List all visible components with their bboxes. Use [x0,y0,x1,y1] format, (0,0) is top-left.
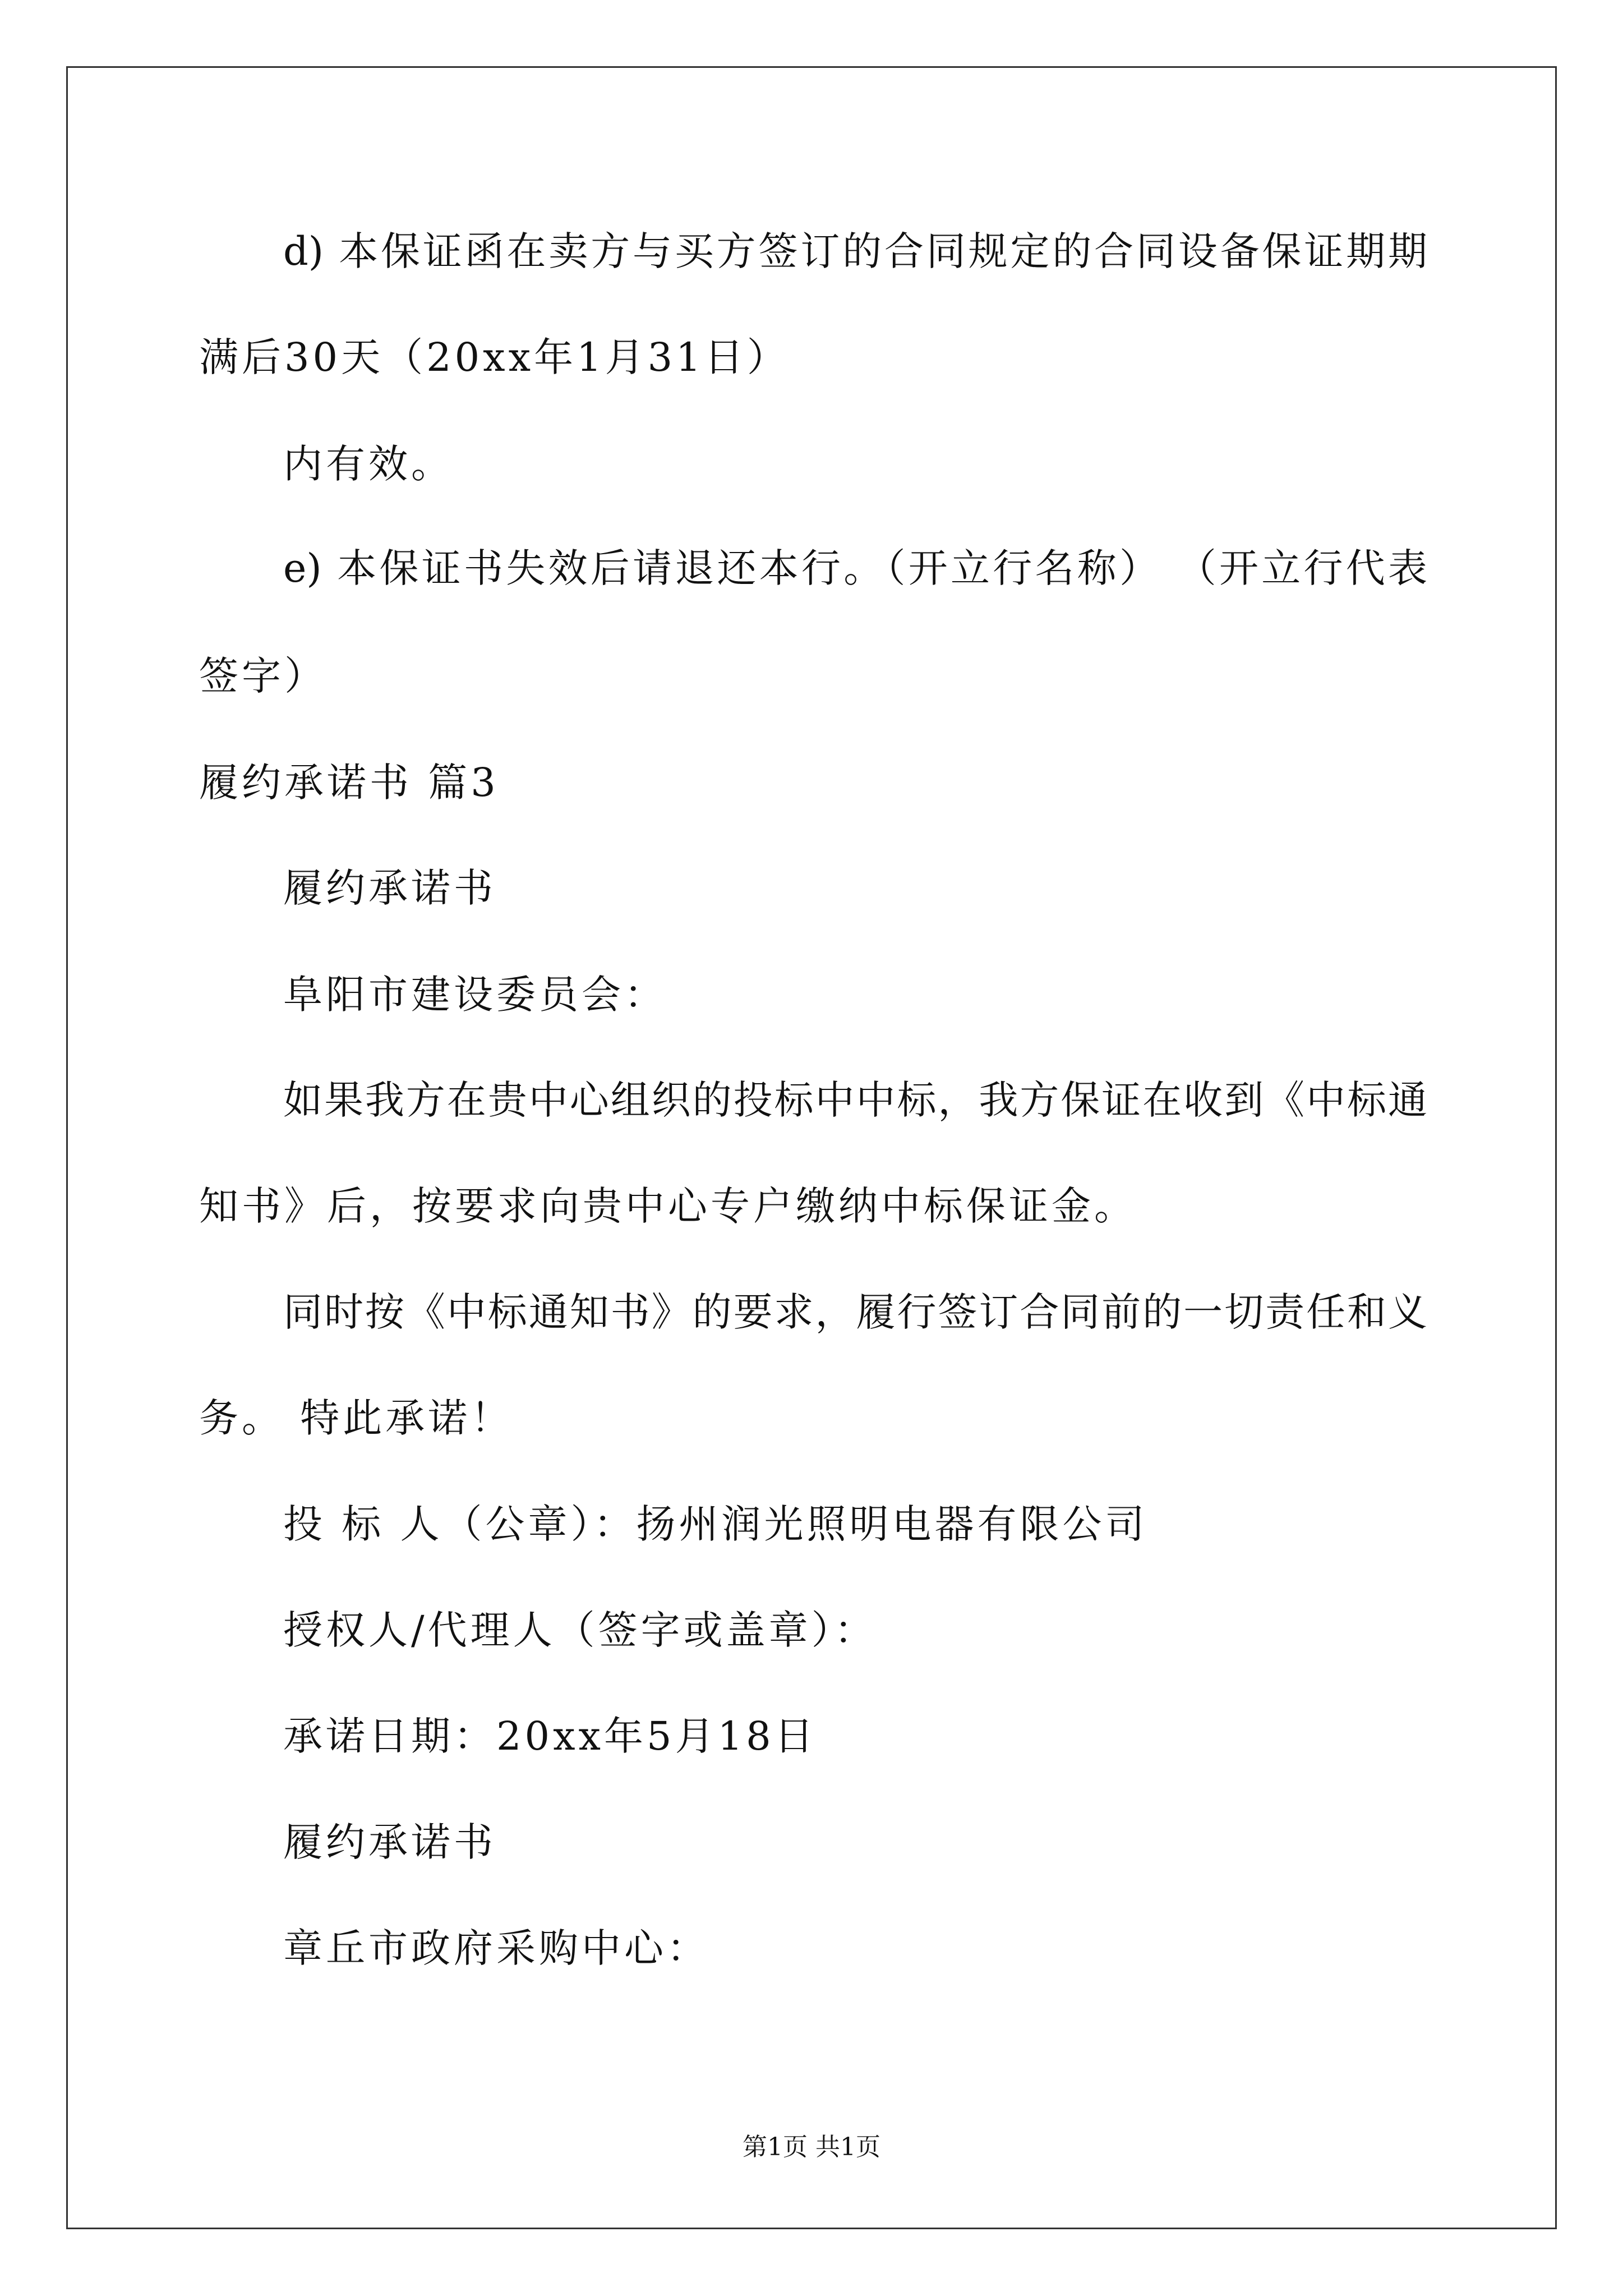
page-footer: 第1页 共1页 [743,2133,880,2161]
authorized-person-line: 授权人/代理人（签字或盖章）： [283,1607,877,1653]
section-heading: 履约承诺书 篇3 [199,760,499,806]
paragraph-line: 知书》后，按要求向贵中心专户缴纳中标保证金。 [199,1183,1137,1229]
paragraph-line: 同时按《中标通知书》的要求，履行签订合同前的一切责任和义 [283,1289,1427,1335]
paragraph-line: 如果我方在贵中心组织的投标中中标，我方保证在收到《中标通 [283,1077,1427,1123]
paragraph-line: 务。 特此承诺！ [199,1395,514,1441]
paragraph-line: e) 本保证书失效后请退还本行。（开立行名称） （开立行代表 [283,545,1427,591]
paragraph-line: 满后30天（20xx年1月31日） [199,334,790,380]
document-title: 履约承诺书 [283,1819,496,1865]
addressee: 章丘市政府采购中心： [283,1925,709,1971]
paragraph-line: d) 本保证函在卖方与买方签订的合同规定的合同设备保证期期 [283,228,1427,274]
addressee: 阜阳市建设委员会： [283,972,667,1018]
paragraph-line: 签字） [199,653,327,699]
page-border [66,66,1557,2229]
paragraph-line: 内有效。 [283,441,454,487]
document-title: 履约承诺书 [283,865,496,911]
bidder-line: 投 标 人（公章）：扬州润光照明电器有限公司 [283,1501,1148,1547]
commitment-date-line: 承诺日期：20xx年5月18日 [283,1713,817,1759]
